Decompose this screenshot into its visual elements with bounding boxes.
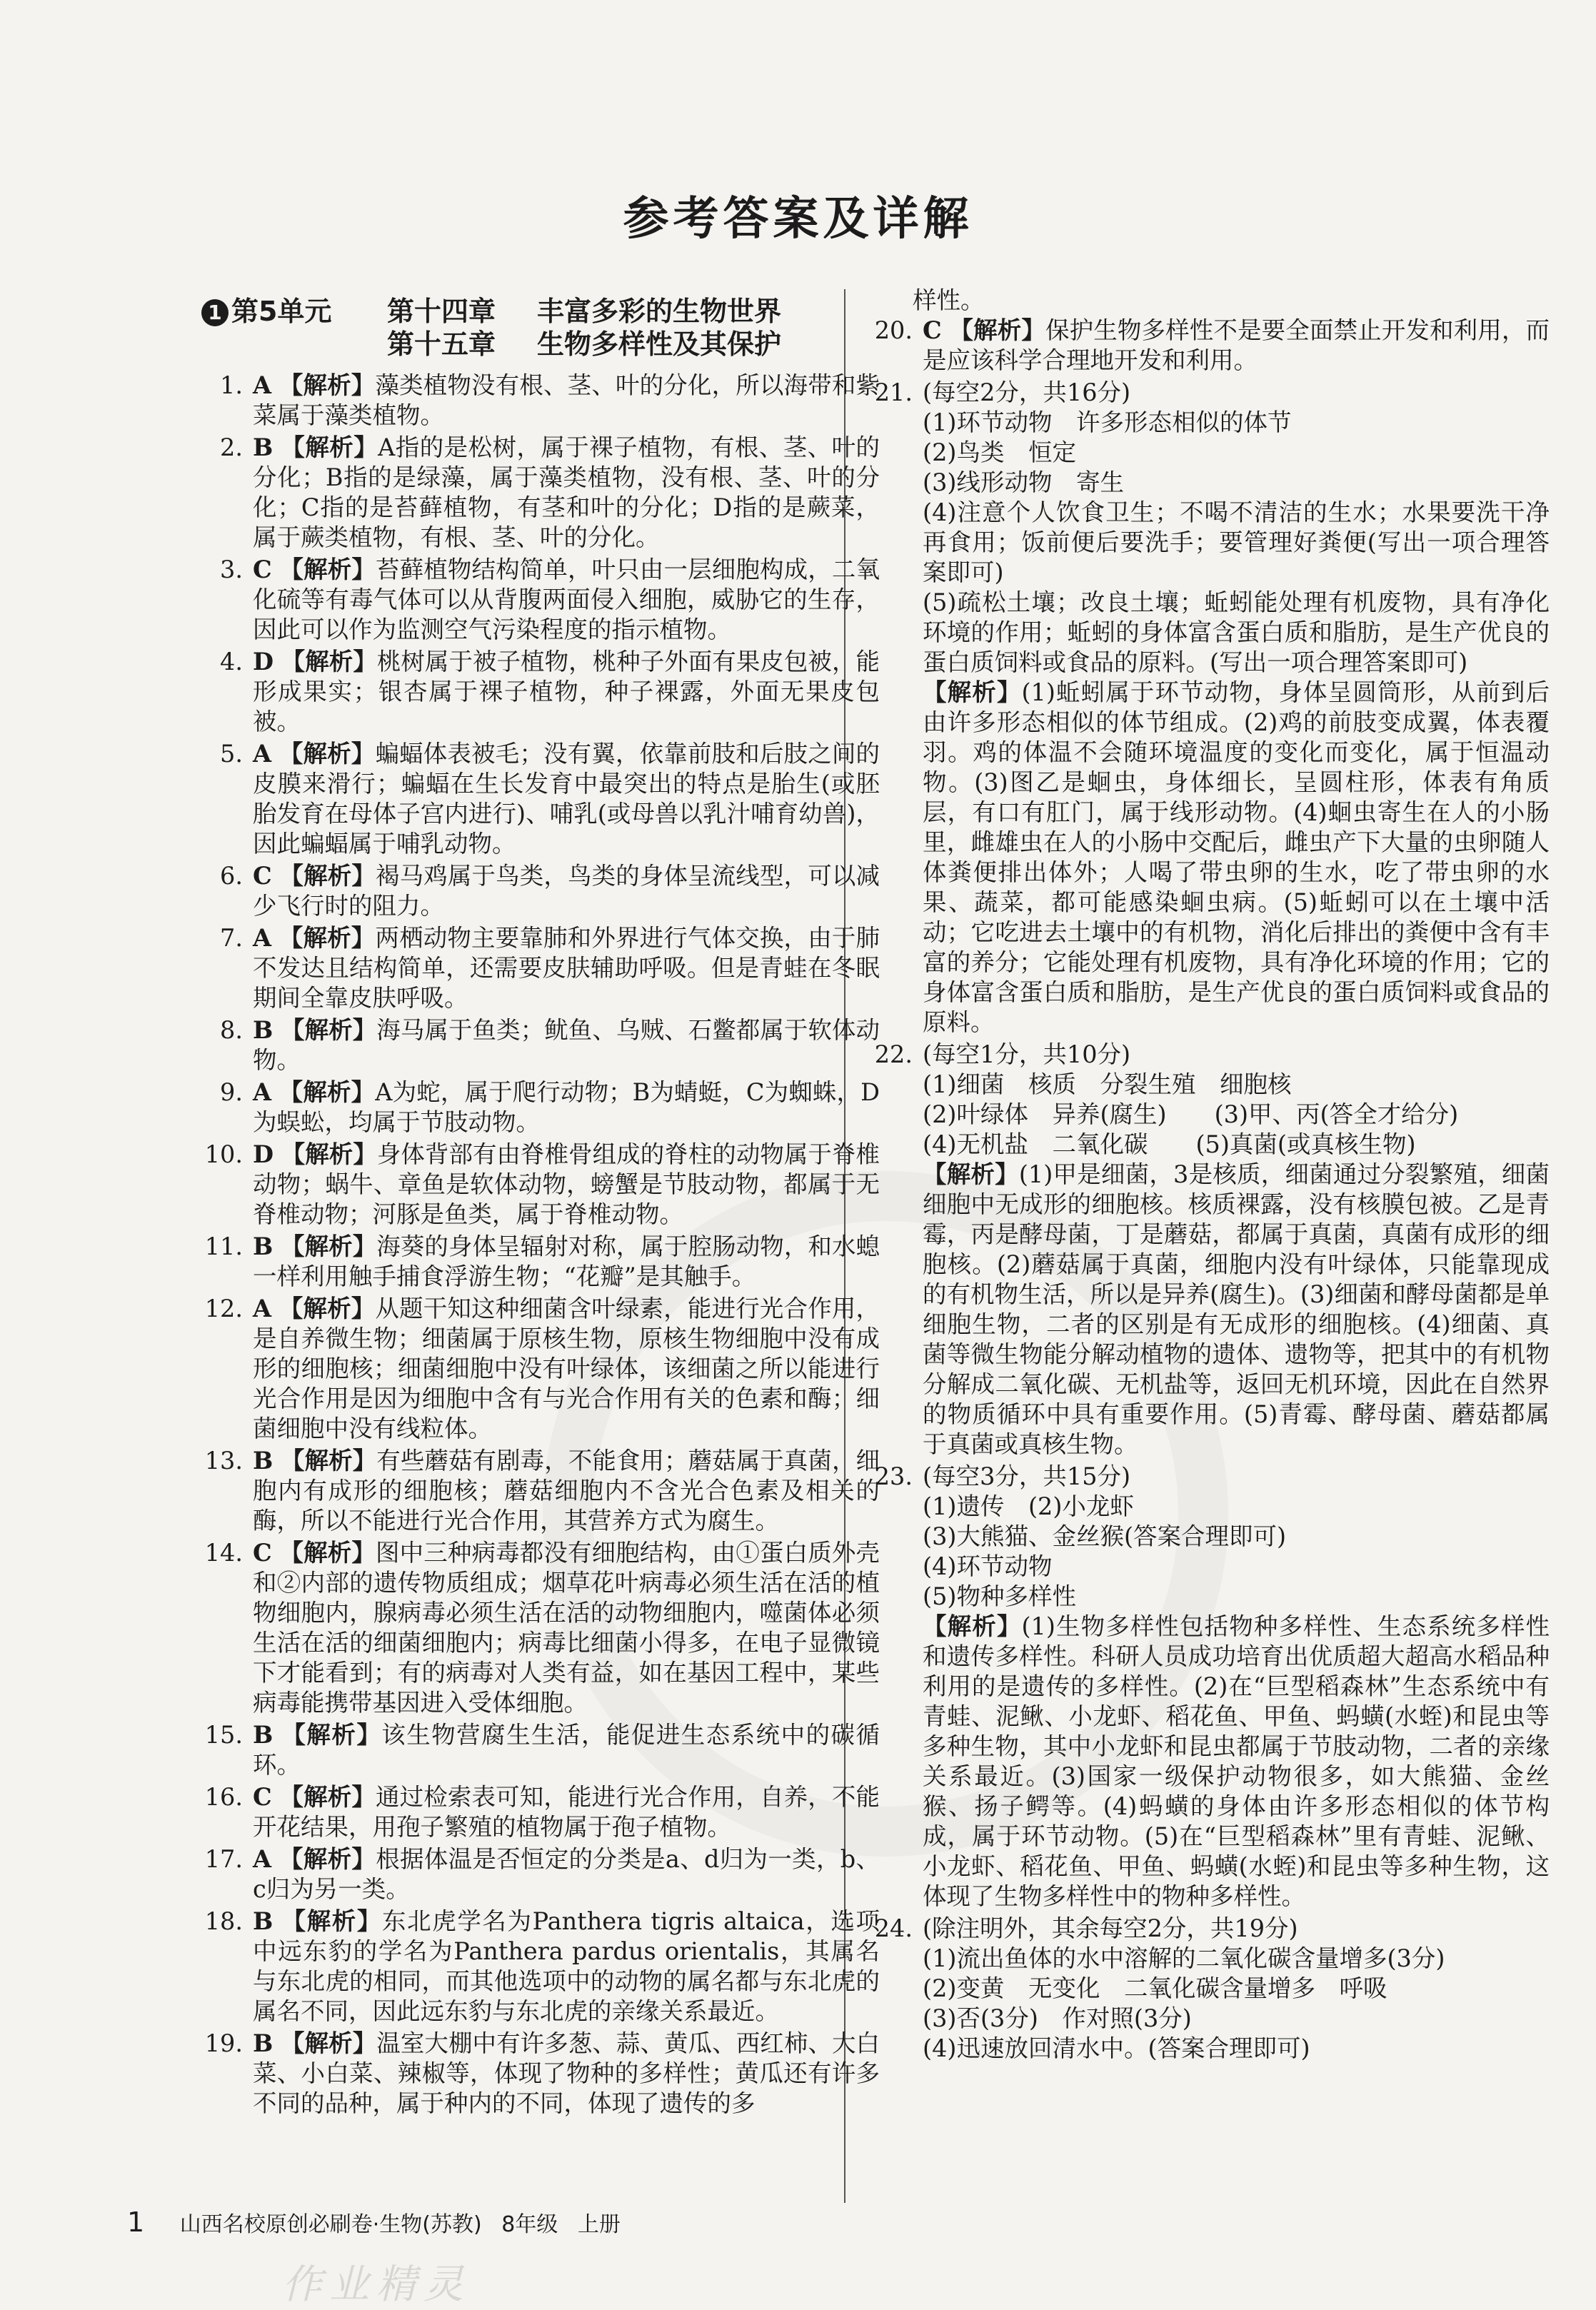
- answer-choice: A: [253, 1845, 271, 1873]
- answer-line: (5)物种多样性: [923, 1582, 1076, 1610]
- answer-body: [253, 433, 880, 553]
- chapter-15-number: 第十五章: [387, 328, 496, 360]
- analysis-tag: 【解析】: [278, 371, 376, 399]
- analysis-tag: 【解析】: [281, 1721, 382, 1749]
- analysis-tag: 【解析】: [281, 1016, 377, 1044]
- analysis-paragraph: [923, 678, 1550, 1038]
- answer-list-left: [201, 371, 880, 2119]
- answer-item: [201, 555, 880, 645]
- answer-choice: B: [253, 1447, 273, 1475]
- answer-choice: B: [253, 1907, 273, 1935]
- answer-body: [923, 1462, 1550, 1912]
- analysis-tag: 【解析】: [281, 648, 377, 676]
- answer-line: (1)环节动物 许多形态相似的体节: [923, 408, 1292, 436]
- answer-item: [871, 1914, 1550, 2064]
- answer-explanation: 通过检索表可知，能进行光合作用，自养，不能开花结果，用孢子繁殖的植物属于孢子植物。: [253, 1783, 880, 1841]
- answer-explanation: 有些蘑菇有剧毒，不能食用；蘑菇属于真菌，细胞内有成形的细胞核；蘑菇细胞内不含光合色素及相关的酶，所以不能进行光合作用，其营养方式为腐生。: [253, 1447, 880, 1535]
- analysis-tag: 【解析】: [278, 1845, 376, 1873]
- answer-number: 13.: [204, 1447, 243, 1475]
- answer-number: 6.: [220, 862, 243, 890]
- analysis-tag: 【解析】: [279, 556, 376, 583]
- answer-item: [201, 1907, 880, 2027]
- answer-item: [201, 923, 880, 1013]
- answer-body: [253, 1446, 880, 1536]
- answer-choice: C: [253, 862, 272, 890]
- answer-body: [253, 647, 880, 737]
- answer-number: 1.: [220, 371, 243, 399]
- answer-body: [253, 1538, 880, 1718]
- answer-explanation: 东北虎学名为Panthera tigris altaica，选项中远东豹的学名为Panthera pardus orientalis，其属名与东北虎的相同，而其他选项中的动物的属名都与东北虎的属名不同，因此远东豹与东北虎的亲缘关系最近。: [253, 1907, 880, 2025]
- answer-body: [923, 1914, 1550, 2064]
- answer-explanation: 海葵的身体呈辐射对称，属于腔肠动物，和水螅一样利用触手捕食浮游生物；“花瓣”是其触手。: [253, 1232, 880, 1290]
- answer-body: [253, 1232, 880, 1292]
- page-footer: [127, 2206, 633, 2238]
- answer-choice: A: [253, 924, 271, 952]
- answer-line: (2)叶绿体 异养(腐生) (3)甲、丙(答全才给分): [923, 1100, 1459, 1128]
- answer-choice: C: [923, 316, 942, 344]
- answer-explanation: A指的是松树，属于裸子植物，有根、茎、叶的分化；B指的是绿藻，属于藻类植物，没有根、茎、叶的分化；C指的是苔藓植物，有茎和叶的分化；D指的是蕨菜，属于蕨类植物，有根、茎、叶的分化。: [253, 433, 880, 551]
- answer-choice: A: [253, 1078, 271, 1106]
- answer-explanation: 温室大棚中有许多葱、蒜、黄瓜、西红柿、大白菜、小白菜、辣椒等，体现了物种的多样性；黄瓜还有许多不同的品种，属于种内的不同，体现了遗传的多: [253, 2029, 880, 2117]
- analysis-paragraph: [923, 1160, 1550, 1460]
- answer-item: [201, 1078, 880, 1138]
- answer-number: 17.: [204, 1845, 243, 1873]
- analysis-tag: 【解析】: [281, 1907, 383, 1935]
- answer-body: [923, 1040, 1550, 1460]
- answer-item: [201, 1844, 880, 1904]
- volume-label: 上册: [577, 2212, 621, 2237]
- answer-explanation: A为蛇，属于爬行动物；B为蜻蜓，C为蜘蛛，D为蜈蚣，均属于节肢动物。: [253, 1078, 880, 1136]
- answer-body: [253, 371, 880, 431]
- answer-number: 9.: [220, 1078, 243, 1106]
- answer-item: [201, 739, 880, 859]
- answer-number: 7.: [220, 924, 243, 952]
- answer-explanation: 从题干知这种细菌含叶绿素，能进行光合作用，是自养微生物；细菌属于原核生物，原核生物细胞中没有成形的细胞核；细菌细胞中没有叶绿体，该细菌之所以能进行光合作用是因为细胞中含有与光合作用有关的色素和酶；细菌细胞中没有线粒体。: [253, 1295, 880, 1442]
- answer-line: (4)注意个人饮食卫生；不喝不清洁的生水；水果要洗干净再食用；饭前便后要洗手；要管理好粪便(写出一项合理答案即可): [923, 498, 1550, 586]
- answer-number: 14.: [204, 1539, 243, 1567]
- answer-item: [871, 1040, 1550, 1460]
- answer-choice: D: [253, 648, 274, 676]
- page-title: 参考答案及详解: [623, 193, 973, 246]
- answer-line: (4)无机盐 二氧化碳 (5)真菌(或真核生物): [923, 1130, 1416, 1158]
- answer-number: 5.: [220, 740, 243, 768]
- answer-line: (5)疏松土壤；改良土壤；蚯蚓能处理有机废物，具有净化环境的作用；蚯蚓的身体富含蛋白质和脂肪，是生产优良的蛋白质饲料或食品的原料。(写出一项合理答案即可): [923, 588, 1550, 676]
- answer-body: [253, 923, 880, 1013]
- answer-explanation: 褐马鸡属于鸟类，鸟类的身体呈流线型，可以减少飞行时的阻力。: [253, 862, 880, 920]
- answer-choice: A: [253, 1295, 271, 1322]
- analysis-tag: 【解析】: [923, 1612, 1022, 1640]
- answer-number: 2.: [220, 433, 243, 461]
- answer-body: [253, 1015, 880, 1075]
- answer-number: 12.: [204, 1295, 243, 1322]
- answer-number: 4.: [220, 648, 243, 676]
- chapter-14-number: 第十四章: [387, 296, 496, 327]
- chapter-15-name: 生物多样性及其保护: [537, 328, 782, 360]
- score-note: (每空1分，共10分): [923, 1040, 1131, 1068]
- answer-choice: A: [253, 740, 271, 768]
- analysis-tag: 【解析】: [281, 1447, 377, 1475]
- answer-choice: B: [253, 1016, 273, 1044]
- answer-number: 18.: [204, 1907, 243, 1935]
- grade-label: 8年级: [501, 2212, 558, 2237]
- answer-explanation: 桃树属于被子植物，桃种子外面有果皮包被，能形成果实；银杏属于裸子植物，种子裸露，外面无果皮包被。: [253, 648, 880, 735]
- answer-line: (1)细菌 核质 分裂生殖 细胞核: [923, 1070, 1292, 1098]
- answer-item: [201, 1538, 880, 1718]
- analysis-tag: 【解析】: [281, 1232, 377, 1260]
- answer-body: [923, 378, 1550, 1038]
- answer-choice: C: [253, 1539, 272, 1567]
- continuation-text: 样性。: [913, 286, 985, 314]
- analysis-tag: 【解析】: [278, 740, 376, 768]
- answer-choice: C: [253, 1783, 272, 1811]
- answer-body: [253, 1720, 880, 1780]
- analysis-text: (1)生物多样性包括物种多样性、生态系统多样性和遗传多样性。科研人员成功培育出优质超大超高水稻品种利用的是遗传的多样性。(2)在“巨型稻森林”生态系统中有青蛙、泥鳅、小龙虾、稻花鱼、甲鱼、蚂蟥(水蛭)和昆虫等多种生物，其中小龙虾和昆虫都属于节肢动物，二者的亲缘关系最近。(3)国家一级保护动物很多，如大熊猫、金丝猴、扬子鳄等。(4)蚂蟥的身体由许多形态相似的体节构成，属于环节动物。(5)在“巨型稻森林”里有青蛙、泥鳅、小龙虾、稻花鱼、甲鱼、蚂蟥(水蛭)和昆虫等多种生物，这体现了生物多样性中的物种多样性。: [923, 1612, 1550, 1910]
- left-column: [201, 296, 880, 2121]
- answer-item: [201, 1782, 880, 1842]
- analysis-tag: 【解析】: [278, 1078, 376, 1106]
- answer-choice: B: [253, 433, 273, 461]
- chapter-titles: [387, 295, 781, 361]
- answer-number: 19.: [204, 2029, 243, 2057]
- answer-number: 22.: [874, 1040, 913, 1068]
- analysis-text: (1)甲是细菌，3是核质，细菌通过分裂繁殖，细菌细胞中无成形的细胞核。核质裸露，没有核膜包被。乙是青霉，丙是酵母菌，丁是蘑菇，都属于真菌，真菌有成形的细胞核。(2)蘑菇属于真菌，细胞内没有叶绿体，只能靠现成的有机物生活，所以是异养(腐生)。(3)细菌和酵母菌都是单细胞生物，二者的区别是有无成形的细胞核。(4)细菌、真菌等微生物能分解动植物的遗体、遗物等，把其中的有机物分解成二氧化碳、无机盐等，返回无机环境，因此在自然界的物质循环中具有重要作用。(5)青霉、酵母菌、蘑菇都属于真菌或真核生物。: [923, 1160, 1550, 1458]
- answer-body: [253, 555, 880, 645]
- answer-number: 20.: [874, 316, 913, 344]
- analysis-tag: 【解析】: [923, 678, 1022, 706]
- answer-item: [201, 1720, 880, 1780]
- score-note: (每空3分，共15分): [923, 1462, 1131, 1490]
- answer-item: [871, 316, 1550, 376]
- answer-explanation: 苔藓植物结构简单，叶只由一层细胞构成，二氧化硫等有毒气体可以从背腹两面侵入细胞，威胁它的生存，因此可以作为监测空气污染程度的指示植物。: [253, 556, 880, 643]
- answer-item: [871, 378, 1550, 1038]
- answer-number: 10.: [204, 1140, 243, 1168]
- answer-item: [871, 1462, 1550, 1912]
- analysis-tag: 【解析】: [279, 862, 376, 890]
- answer-choice: B: [253, 2029, 273, 2057]
- analysis-tag: 【解析】: [923, 1160, 1019, 1188]
- answer-line: (1)遗传 (2)小龙虾: [923, 1492, 1134, 1520]
- analysis-tag: 【解析】: [279, 1783, 376, 1811]
- answer-explanation: 图中三种病毒都没有细胞结构，由①蛋白质外壳和②内部的遗传物质组成；烟草花叶病毒必须生活在活的植物细胞内，腺病毒必须生活在活的动物细胞内，噬菌体必须生活在活的细菌细胞内；病毒比细菌小得多，在电子显微镜下才能看到；有的病毒对人类有益，如在基因工程中，某些病毒能携带基因进入受体细胞。: [253, 1539, 880, 1717]
- answer-explanation: 根据体温是否恒定的分类是a、d归为一类，b、c归为另一类。: [253, 1845, 880, 1903]
- answer-body: [253, 1078, 880, 1138]
- unit-header: [201, 296, 880, 362]
- answer-explanation: 身体背部有由脊椎骨组成的脊柱的动物属于脊椎动物；蜗牛、章鱼是软体动物，螃蟹是节肢动物，都属于无脊椎动物；河豚是鱼类，属于脊椎动物。: [253, 1140, 880, 1228]
- answer-choice: C: [253, 556, 272, 583]
- answer-number: 3.: [220, 556, 243, 583]
- score-note: (每空2分，共16分): [923, 378, 1131, 406]
- answer-line: (3)大熊猫、金丝猴(答案合理即可): [923, 1522, 1287, 1550]
- answer-line: (4)迅速放回清水中。(答案合理即可): [923, 2034, 1310, 2062]
- chapter-14-name: 丰富多彩的生物世界: [537, 296, 782, 327]
- answer-line: (3)否(3分) 作对照(3分): [923, 2004, 1192, 2032]
- answer-explanation: 保护生物多样性不是要全面禁止开发和利用，而是应该科学合理地开发和利用。: [923, 316, 1550, 374]
- analysis-tag: 【解析】: [278, 924, 376, 952]
- book-title: 山西名校原创必刷卷·生物(苏教): [179, 2212, 482, 2237]
- answer-line: (2)鸟类 恒定: [923, 438, 1076, 466]
- answer-number: 16.: [204, 1783, 243, 1811]
- right-column: [871, 286, 1550, 2066]
- answer-choice: B: [253, 1721, 273, 1749]
- answer-item: [201, 1232, 880, 1292]
- answer-item: [201, 371, 880, 431]
- page-number: 1: [127, 2206, 145, 2238]
- analysis-tag: 【解析】: [281, 433, 378, 461]
- answer-item: [201, 1015, 880, 1075]
- answer-explanation: 藻类植物没有根、茎、叶的分化，所以海带和紫菜属于藻类植物。: [253, 371, 880, 429]
- answer-number: 8.: [220, 1016, 243, 1044]
- answer-body: [253, 861, 880, 921]
- answer-body: [253, 1782, 880, 1842]
- answer-body: [923, 316, 1550, 376]
- answer-item: [201, 861, 880, 921]
- answer-body: [253, 1844, 880, 1904]
- unit-number-icon: 1: [201, 299, 229, 326]
- analysis-tag: 【解析】: [281, 1140, 377, 1168]
- answer-number: 11.: [204, 1232, 243, 1260]
- answer-explanation: 该生物营腐生生活，能促进生态系统中的碳循环。: [253, 1721, 880, 1779]
- answer-number: 23.: [874, 1462, 913, 1490]
- answer-line: (4)环节动物: [923, 1552, 1053, 1580]
- answer-body: [253, 1907, 880, 2027]
- analysis-paragraph: [923, 1612, 1550, 1912]
- answer-number: 15.: [204, 1721, 243, 1749]
- answer-list-right: [871, 378, 1550, 2064]
- answer-item: [201, 2029, 880, 2119]
- analysis-tag: 【解析】: [278, 1295, 376, 1322]
- analysis-tag: 【解析】: [281, 2029, 377, 2057]
- answer-item: [201, 1140, 880, 1230]
- answer-choice: B: [253, 1232, 273, 1260]
- answer-body: [253, 2029, 880, 2119]
- score-note: (除注明外，其余每空2分，共19分): [923, 1914, 1298, 1942]
- answer-item: [201, 433, 880, 553]
- answer-explanation: 两栖动物主要靠肺和外界进行气体交换，由于肺不发达且结构简单，还需要皮肤辅助呼吸。但是青蛙在冬眠期间全靠皮肤呼吸。: [253, 924, 880, 1012]
- analysis-text: (1)蚯蚓属于环节动物，身体呈圆筒形，从前到后由许多形态相似的体节组成。(2)鸡的前肢变成翼，体表覆羽。鸡的体温不会随环境温度的变化而变化，属于恒温动物。(3)图乙是蛔虫，身体细长，呈圆柱形，体表有角质层，有口有肛门，属于线形动物。(4)蛔虫寄生在人的小肠里，雌雄虫在人的小肠中交配后，雌虫产下大量的虫卵随人体粪便排出体外；人喝了带虫卵的生水，吃了带虫卵的水果、蔬菜，都可能感染蛔虫病。(5)蚯蚓可以在土壤中活动；它吃进去土壤中的有机物，消化后排出的粪便中含有丰富的养分；它能处理有机废物，具有净化环境的作用；它的身体富含蛋白质和脂肪，是生产优良的蛋白质饲料或食品的原料。: [923, 678, 1550, 1036]
- answer-item: [201, 1446, 880, 1536]
- answer-item: [201, 1294, 880, 1444]
- answer-item: [201, 647, 880, 737]
- analysis-tag: 【解析】: [949, 316, 1045, 344]
- answer-body: [253, 739, 880, 859]
- answer-choice: A: [253, 371, 271, 399]
- answer-explanation: 蝙蝠体表被毛；没有翼，依靠前肢和后肢之间的皮膜来滑行；蝙蝠在生长发育中最突出的特点是胎生(或胚胎发育在母体子宫内进行)、哺乳(或母兽以乳汁哺育幼兽)，因此蝙蝠属于哺乳动物。: [253, 740, 880, 858]
- answer-number: 24.: [874, 1914, 913, 1942]
- answer-line: (3)线形动物 寄生: [923, 468, 1124, 496]
- unit-label: 第5单元: [231, 296, 332, 327]
- analysis-tag: 【解析】: [279, 1539, 376, 1567]
- watermark-text: 作业精灵: [282, 2261, 471, 2308]
- answer-line: (1)流出鱼体的水中溶解的二氧化碳含量增多(3分): [923, 1944, 1445, 1972]
- answer-number: 21.: [874, 378, 913, 406]
- answer-explanation: 海马属于鱼类；鱿鱼、乌贼、石鳖都属于软体动物。: [253, 1016, 880, 1074]
- answer-choice: D: [253, 1140, 274, 1168]
- answer-body: [253, 1294, 880, 1444]
- answer-body: [253, 1140, 880, 1230]
- unit-badge: [201, 296, 331, 326]
- answer-line: (2)变黄 无变化 二氧化碳含量增多 呼吸: [923, 1974, 1387, 2002]
